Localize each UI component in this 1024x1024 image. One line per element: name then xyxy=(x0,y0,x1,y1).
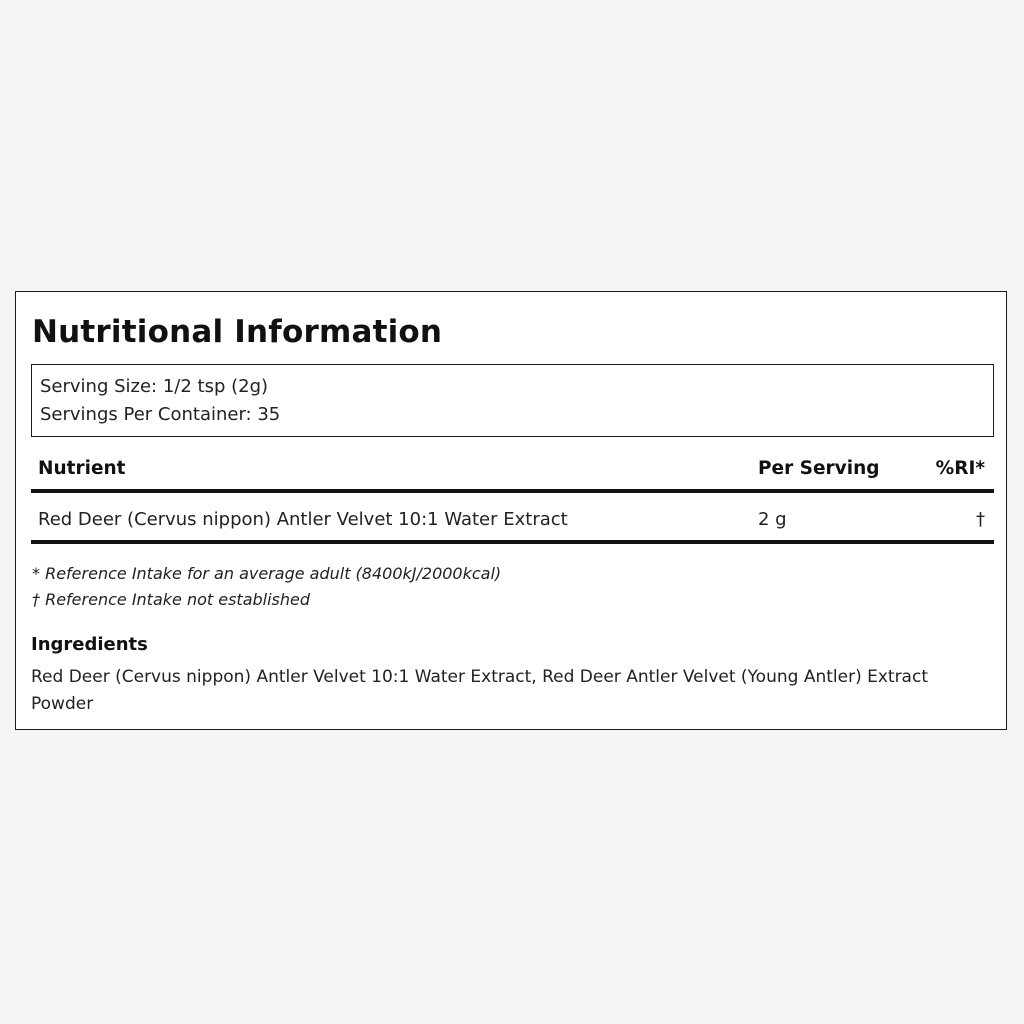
ingredients-text: Red Deer (Cervus nippon) Antler Velvet 10:1 Water Extract, Red Deer Antler Velvet (Young Antler) Extract Powder xyxy=(31,667,928,714)
row-per-serving: 2 g xyxy=(758,509,787,530)
footnote-reference-intake: * Reference Intake for an average adult (8400kJ/2000kcal) xyxy=(32,564,502,583)
row-nutrient: Red Deer (Cervus nippon) Antler Velvet 10:1 Water Extract xyxy=(38,509,568,530)
row-ri: † xyxy=(976,509,985,530)
serving-size: Serving Size: 1/2 tsp (2g) xyxy=(40,376,269,397)
table-bottom-rule xyxy=(31,540,994,544)
panel-title: Nutritional Information xyxy=(32,314,443,350)
nutrition-panel xyxy=(15,291,1007,730)
servings-per-container: Servings Per Container: 35 xyxy=(40,404,281,425)
header-nutrient: Nutrient xyxy=(38,458,126,479)
header-per-serving: Per Serving xyxy=(758,458,880,479)
ingredients-heading: Ingredients xyxy=(31,634,148,655)
header-rule xyxy=(31,489,994,493)
footnote-not-established: † Reference Intake not established xyxy=(32,590,311,609)
header-ri: %RI* xyxy=(935,458,985,479)
serving-info-box xyxy=(31,364,994,437)
